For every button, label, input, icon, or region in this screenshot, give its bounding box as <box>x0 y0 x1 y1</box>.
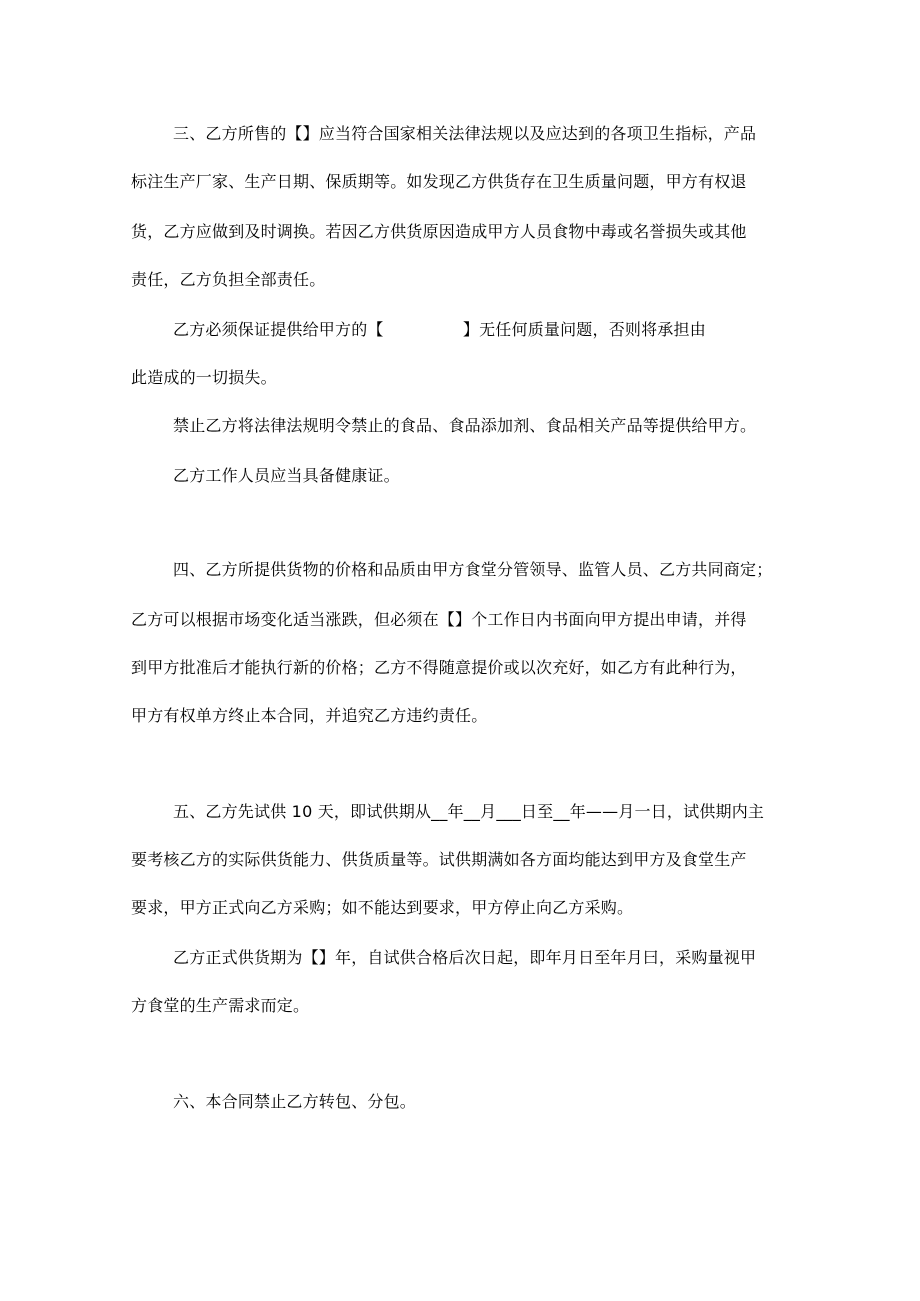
section-5-line-1: 五、乙方先试供 10 天，即试供期从__年__月___日至__年——月一日，试供期内主 <box>173 802 765 821</box>
section-3-quality-line-1: 乙方必须保证提供给甲方的【 】无任何质量问题，否则将承担由 <box>173 320 706 339</box>
section-5-line-2: 要考核乙方的实际供货能力、供货质量等。试供期满如各方面均能达到甲方及食堂生产 <box>131 850 747 869</box>
section-3-health-cert: 乙方工作人员应当具备健康证。 <box>173 466 400 485</box>
section-5-supply-line-1: 乙方正式供货期为【】年，自试供合格后次日起，即年月日至年月曰，采购量视甲 <box>173 948 757 967</box>
section-4-line-4: 甲方有权单方终止本合同，并追究乙方违约责任。 <box>131 706 488 725</box>
section-3-prohibition: 禁止乙方将法律法规明令禁止的食品、食品添加剂、食品相关产品等提供给甲方。 <box>173 416 757 435</box>
section-3-line-4: 责任，乙方负担全部责任。 <box>131 270 326 289</box>
section-5-line-3: 要求，甲方正式向乙方采购；如不能达到要求，甲方停止向乙方采购。 <box>131 898 634 917</box>
section-4-line-1: 四、乙方所提供货物的价格和品质由甲方食堂分管领导、监管人员、乙方共同商定； <box>173 560 773 579</box>
section-5-supply-line-2: 方食堂的生产需求而定。 <box>131 996 310 1015</box>
section-3-quality-line-2: 此造成的一切损失。 <box>131 368 277 387</box>
section-3-line-2: 标注生产厂家、生产日期、保质期等。如发现乙方供货存在卫生质量问题，甲方有权退 <box>131 172 747 191</box>
section-4-line-2: 乙方可以根据市场变化适当涨跌，但必须在【】个工作日内书面向甲方提出申请，并得 <box>131 610 747 629</box>
section-6-line-1: 六、本合同禁止乙方转包、分包。 <box>173 1092 417 1111</box>
section-3-line-1: 三、乙方所售的【】应当符合国家相关法律法规以及应达到的各项卫生指标，产品 <box>173 124 757 143</box>
section-4-line-3: 到甲方批准后才能执行新的价格；乙方不得随意提价或以次充好，如乙方有此种行为， <box>131 658 747 677</box>
section-3-line-3: 货，乙方应做到及时调换。若因乙方供货原因造成甲方人员食物中毒或名誉损失或其他 <box>131 222 747 241</box>
